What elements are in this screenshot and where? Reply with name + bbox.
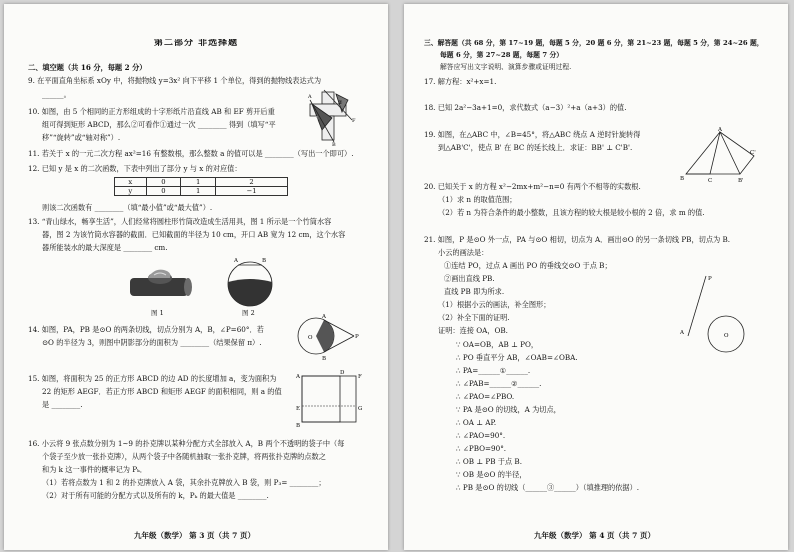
page-footer: 九年级（数学） 第 4 页（共 7 页） (534, 531, 655, 540)
proof-step: ∴ ∠PBO=90°. (456, 444, 507, 453)
figure-1-caption: 图 1 (151, 309, 164, 317)
q20-line: （2）若 n 为符合条件的最小整数，且该方程的较大根是较小根的 2 倍，求 m 的值. (438, 208, 705, 217)
proof-step: ∴ OB ⊥ PB 于点 B. (456, 457, 522, 466)
right-exam-page (404, 4, 788, 550)
q11-line: 11. 若关于 x 的一元二次方程 ax²=16 有整数根，那么整数 a 的值可以是 ________（写出一个即可）. (28, 149, 354, 158)
proof-step: ∴ ∠PAB=______②______. (456, 379, 542, 388)
q21-line: 小云的画法是： (438, 248, 489, 257)
tangent-circle-figure (294, 312, 360, 362)
q21-line: （2）补全下面的证明. (438, 313, 510, 322)
page-footer: 九年级（数学） 第 3 页（共 7 页） (134, 531, 255, 540)
q21-line: ①连结 PO，过点 A 画出 PO 的垂线交⊙O 于点 B； (444, 261, 612, 270)
q12-line: 则该二次函数有 ________（填“最小值”或“最大值”）. (42, 203, 213, 212)
svg-text:A: A (308, 94, 312, 100)
q20-line: 20. 已知关于 x 的方程 x²−2mx+m²−n=0 有两个不相等的实数根. (424, 182, 641, 191)
proof-step: ∴ OA ⊥ AP. (456, 418, 497, 427)
q21-line: 21. 如图，P 是⊙O 外一点，PA 与⊙O 相切，切点为 A．画出⊙O 的另一条切线 PB，切点为 B. (424, 235, 731, 244)
q19-line: 到△AB'C'，使点 B' 在 BC 的延长线上．求证：BB' ⊥ C'B'. (438, 143, 633, 152)
figure-2-caption: 图 2 (242, 309, 255, 317)
q14-line: ⊙O 的半径为 3，则图中阴影部分的面积为 ________（结果保留 π）. (42, 338, 262, 347)
q20-line: （1）求 n 的取值范围； (438, 195, 517, 204)
table-cell: 2 (216, 178, 288, 187)
svg-text:B: B (332, 142, 336, 148)
q10-line: 10. 如图，由 5 个相同的正方形组成的十字形纸片沿直线 AB 和 EF 剪开后重 (28, 107, 275, 116)
q16-line: （2）对于所有可能的分配方式以及所有的 k，Pₖ 的最大值是 ________. (42, 491, 269, 500)
q15-line: 是 ________. (42, 400, 83, 409)
q21-line: ②画出直线 PB. (444, 274, 495, 283)
svg-text:D: D (340, 370, 345, 376)
q19-line: 19. 如图，在△ABC 中，∠B=45°，将△ABC 绕点 A 逆时针旋转得 (424, 130, 641, 139)
q21-line: 证明：连接 OA，OB. (438, 326, 508, 335)
svg-text:①: ① (314, 116, 319, 122)
q17-line: 17. 解方程：x²+x=1. (424, 77, 497, 86)
section-title-answers: 三、解答题（共 68 分，第 17~19 题，每题 5 分，20 题 6 分，第 21~23 题，每题 5 分，第 24~26 题， (424, 39, 764, 47)
table-cell: 0 (146, 178, 181, 187)
svg-text:B: B (680, 176, 685, 182)
table-cell: y (115, 187, 147, 196)
svg-text:B: B (322, 356, 327, 362)
q9-line: ______。 (42, 90, 71, 99)
svg-text:G: G (358, 406, 363, 412)
proof-step: ∵ OB 是⊙O 的半径， (456, 470, 527, 479)
q13-line: 13. “青山绿水，畅享生活”，人们经常将圆柱形竹筒改造成生活用具，图 1 所示是一个竹筒水容 (28, 217, 332, 226)
table-cell: 1 (181, 187, 216, 196)
q10-line: 移”“旋转”或“轴对称”）. (42, 133, 121, 142)
svg-text:F: F (352, 118, 356, 124)
q21-line: （1）根据小云的画法，补全图形； (438, 300, 551, 309)
svg-text:P: P (355, 334, 359, 340)
svg-text:A: A (322, 314, 326, 320)
q15-line: 15. 如图，将面积为 25 的正方形 ABCD 的边 AD 的长度增加 a，变为面积为 (28, 374, 277, 383)
proof-step: ∴ ∠PAO=90°. (456, 431, 506, 440)
q16-line: （1）若将点数为 1 和 2 的扑克牌放入 A 袋，其余扑克牌放入 B 袋，则 P₃= ________； (42, 478, 326, 487)
q21-line: 直线 PB 即为所求. (444, 287, 505, 296)
q16-line: 个袋子至少放一张扑克牌），从两个袋子中各随机抽取一张扑克牌，将两张扑克牌的点数之 (42, 452, 326, 461)
table-cell: 1 (181, 178, 216, 187)
triangle-rotation-figure (680, 128, 756, 184)
svg-text:A: A (296, 374, 300, 380)
svg-text:C': C' (750, 150, 756, 156)
table-cell: 0 (146, 187, 181, 196)
svg-text:O: O (724, 333, 729, 339)
proof-step: ∴ PB 是⊙O 的切线（______③______）（填推理的依据）. (456, 483, 640, 492)
table-cell: −1 (216, 187, 288, 196)
svg-text:C: C (708, 178, 713, 184)
svg-text:P: P (708, 276, 712, 282)
q10-line: 组可得到矩形 ABCD，那么②可看作①通过一次 ________ 得到（填写“平 (42, 120, 276, 129)
proof-step: ∴ PO 垂直平分 AB，∠OAB=∠OBA. (456, 353, 578, 362)
svg-text:A: A (718, 127, 722, 133)
svg-text:B: B (296, 423, 301, 429)
table-cell: x (115, 178, 147, 187)
q9-line: 9. 在平面直角坐标系 xOy 中，将抛物线 y=3x² 向下平移 1 个单位，得到的抛物线表达式为 (28, 76, 322, 85)
q12-line: 12. 已知 y 是 x 的二次函数，下表中列出了部分 y 与 x 的对应值： (28, 164, 242, 173)
proof-step: ∴ ∠PAO=∠PBO. (456, 392, 515, 401)
svg-text:E: E (296, 406, 301, 412)
svg-text:B': B' (738, 178, 744, 184)
left-exam-page (4, 4, 388, 550)
svg-text:②: ② (338, 100, 343, 106)
section-title-answers: 每题 6 分，第 27~28 题，每题 7 分） (440, 51, 564, 59)
cross-section-figure (222, 256, 278, 308)
table-row (115, 187, 288, 196)
q15-line: 22 的矩形 AEGF．若正方形 ABCD 和矩形 AEGF 的面积相同，则 a 的值 (42, 387, 282, 396)
q14-line: 14. 如图，PA，PB 是⊙O 的两条切线，切点分别为 A，B，∠P=60°．若 (28, 325, 264, 334)
svg-text:A: A (680, 330, 684, 336)
proof-step: ∴ PA=______①______. (456, 366, 531, 375)
value-table (114, 177, 288, 196)
section-title-fill-blank: 二、填空题（共 16 分，每题 2 分） (28, 63, 147, 72)
proof-step: ∵ OA=OB，AB ⊥ PO， (456, 340, 539, 349)
q16-line: 和为 k 这一事件的概率记为 Pₖ． (42, 465, 147, 474)
svg-text:B: B (262, 258, 267, 264)
part-heading: 第二部分 非选择题 (154, 39, 239, 48)
svg-text:F: F (358, 374, 362, 380)
table-row (115, 178, 288, 187)
square-rectangle-figure (296, 370, 364, 430)
q18-line: 18. 已知 2a²−3a+1=0，求代数式（a−3）²+a（a+3）的值. (424, 103, 627, 112)
svg-text:A: A (234, 258, 238, 264)
q16-line: 16. 小云将 9 张点数分别为 1~9 的扑克牌以某种分配方式全部放入 A，B 两个不透明的袋子中（每 (28, 439, 345, 448)
q13-line: 器所能装水的最大深度是 ________ cm. (42, 243, 168, 252)
svg-text:O: O (308, 335, 313, 341)
bamboo-tube-figure (124, 266, 196, 302)
cross-figure (308, 90, 360, 146)
q13-line: 器，图 2 为该竹筒水容器的截面．已知截面的半径为 10 cm，开口 AB 宽为 12 cm，这个水容 (42, 230, 346, 239)
tangent-line-figure (680, 274, 750, 354)
proof-step: ∵ PA 是⊙O 的切线，A 为切点， (456, 405, 561, 414)
section-note: 解答应写出文字说明、演算步骤或证明过程. (440, 63, 572, 71)
